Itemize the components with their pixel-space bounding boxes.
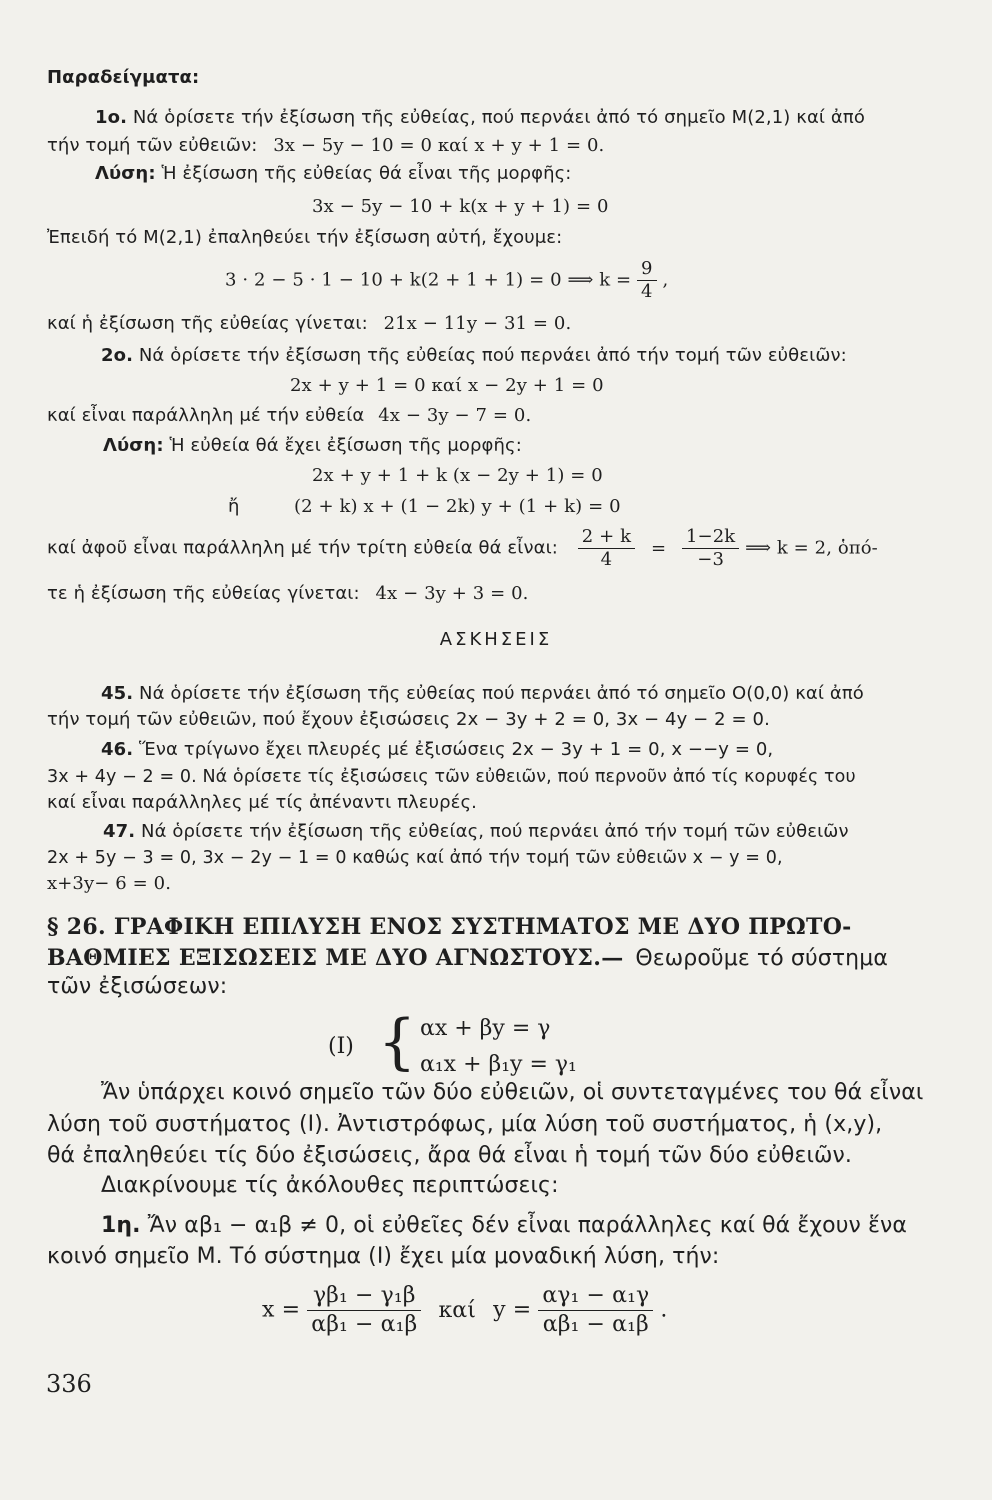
y-equals: y = bbox=[493, 1297, 532, 1323]
example-1-final-text: καί ἡ ἐξίσωση τῆς εὐθείας γίνεται: bbox=[47, 313, 368, 334]
equation-2 bbox=[225, 258, 725, 308]
example-2-or: ἤ bbox=[228, 496, 240, 517]
example-2-solution bbox=[47, 434, 907, 458]
example-1-line-2 bbox=[47, 134, 907, 158]
section-heading-line-2-tail: Θεωροῦμε τό σύστημα bbox=[635, 946, 888, 971]
end-dot: . bbox=[660, 1297, 668, 1323]
fraction-right-denominator: −3 bbox=[697, 549, 724, 570]
paragraph-1-line-1: Ἄν ὑπάρχει κοινό σημεῖο τῶν δύο εὐθειῶν, οἱ συντεταγμένες του θά εἶναι bbox=[101, 1080, 924, 1105]
exercise-47-line-3: x+3y− 6 = 0. bbox=[47, 873, 172, 894]
example-2-equation-1: 2x + y + 1 = 0 καί x − 2y + 1 = 0 bbox=[290, 375, 604, 396]
and-word: καί bbox=[438, 1297, 476, 1323]
section-heading-line-1: § 26. ΓΡΑΦΙΚΗ ΕΠΙΛΥΣΗ ΕΝΟΣ ΣΥΣΤΗΜΑΤΟΣ ΜΕ ΔΥΟ ΠΡΩΤΟ- bbox=[47, 914, 852, 940]
example-2-line-2-math: 4x − 3y − 7 = 0. bbox=[378, 405, 532, 426]
fraction-left bbox=[578, 526, 635, 571]
x-fraction bbox=[307, 1282, 421, 1339]
example-2-text: Νά ὁρίσετε τήν ἐξίσωση τῆς εὐθείας πού περνάει ἀπό τήν τομή τῶν εὐθειῶν: bbox=[138, 345, 847, 366]
section-heading-line-2 bbox=[47, 943, 917, 974]
exercise-45-line-1 bbox=[47, 682, 907, 706]
example-2-line-2-text: καί εἶναι παράλληλη μέ τήν εὐθεία bbox=[47, 405, 365, 426]
exercise-47-line-1 bbox=[47, 820, 907, 844]
section-heading-line-2-bold: ΒΑΘΜΙΕΣ ΕΞΙΣΩΣΕΙΣ ΜΕ ΔΥΟ ΑΓΝΩΣΤΟΥΣ.— bbox=[47, 945, 624, 971]
example-1-line-1 bbox=[47, 106, 907, 130]
paragraph-1-line-4: Διακρίνουμε τίς ἀκόλουθες περιπτώσεις: bbox=[101, 1173, 559, 1198]
exercise-46-number: 46. bbox=[101, 739, 134, 760]
equation-1: 3x − 5y − 10 + k(x + y + 1) = 0 bbox=[312, 196, 609, 217]
fraction-right bbox=[682, 526, 739, 571]
paragraph-1-line-2: λύση τοῦ συστήματος (Ι). Ἀντιστρόφως, μία λύση τοῦ συστήματος, ἡ (x,y), bbox=[47, 1112, 883, 1137]
example-2-parallel-text: καί ἀφοῦ εἶναι παράλληλη μέ τήν τρίτη εὐθεία θά εἶναι: bbox=[47, 537, 558, 559]
exercises-title: ΑΣΚΗΣΕΙΣ bbox=[439, 629, 553, 650]
x-equals: x = bbox=[262, 1297, 301, 1323]
exercise-47-number: 47. bbox=[103, 821, 136, 842]
example-2-equation-2: 2x + y + 1 + k (x − 2y + 1) = 0 bbox=[312, 465, 603, 486]
case-1-line-1 bbox=[47, 1211, 907, 1241]
x-numerator: γβ₁ − γ₁β bbox=[307, 1282, 421, 1311]
solution-label: Λύση: bbox=[95, 163, 156, 184]
exercise-47-text: Νά ὁρίσετε τήν ἐξίσωση τῆς εὐθείας, πού περνάει ἀπό τήν τομή τῶν εὐθειῶν bbox=[141, 821, 849, 842]
case-1-label: 1η. bbox=[101, 1213, 141, 1238]
case-1-text: Ἄν αβ₁ − α₁β ≠ 0, οἱ εὐθεῖες δέν εἶναι παράλληλες καί θά ἔχουν ἕνα bbox=[147, 1213, 908, 1238]
example-2-label: 2ο. bbox=[101, 345, 134, 366]
fraction-k-numerator: 9 bbox=[637, 258, 657, 281]
solution-formulas bbox=[262, 1282, 722, 1346]
example-2-final-text: τε ἡ ἐξίσωση τῆς εὐθείας γίνεται: bbox=[47, 583, 360, 604]
equation-2-left: 3 · 2 − 5 · 1 − 10 + k(2 + 1 + 1) = 0 ⟹ k = bbox=[225, 269, 632, 291]
exercise-46-line-1 bbox=[47, 738, 907, 762]
case-1-line-2: κοινό σημεῖο Μ. Τό σύστημα (Ι) ἔχει μία μοναδική λύση, τήν: bbox=[47, 1244, 720, 1269]
system-label: (Ι) bbox=[328, 1034, 354, 1059]
fraction-k-denominator: 4 bbox=[641, 281, 653, 302]
solution-text: Ἡ ἐξίσωση τῆς εὐθείας θά εἶναι τῆς μορφῆς: bbox=[161, 163, 572, 184]
exercise-45-number: 45. bbox=[101, 683, 134, 704]
example-1-line-2-math: 3x − 5y − 10 = 0 καί x + y + 1 = 0. bbox=[273, 135, 605, 156]
section-line-3: τῶν ἐξισώσεων: bbox=[47, 974, 228, 999]
examples-title: Παραδείγματα: bbox=[47, 67, 200, 88]
example-2-parallel-line: καί ἀφοῦ εἶναι παράλληλη μέ τήν τρίτη εὐθεία θά εἶναι: $\frac{2 + k}{4}$ = $\frac{1-2k}{-3}$ ⟹ k = 2, ὁπό- bbox=[47, 526, 878, 570]
exercise-46-text: Ἕνα τρίγωνο ἔχει πλευρές μέ ἐξισώσεις 2x − 3y + 1 = 0, x −−y = 0, bbox=[139, 739, 774, 760]
exercise-45-line-2: τήν τομή τῶν εὐθειῶν, πού ἔχουν ἐξισώσεις 2x − 3y + 2 = 0, 3x − 4y − 2 = 0. bbox=[47, 709, 770, 730]
example-1-label: 1ο. bbox=[95, 107, 128, 128]
example-2-final-math: 4x − 3y + 3 = 0. bbox=[375, 583, 529, 604]
example-2-line-2 bbox=[47, 404, 907, 428]
example-1-line-2-text: τήν τομή τῶν εὐθειῶν: bbox=[47, 135, 258, 156]
paragraph-1-line-3: θά ἐπαληθεύει τίς δύο ἐξισώσεις, ἄρα θά εἶναι ἡ τομή τῶν δύο εὐθειῶν. bbox=[47, 1143, 853, 1168]
example-1-final-math: 21x − 11y − 31 = 0. bbox=[383, 313, 572, 334]
example-2-final bbox=[47, 582, 907, 606]
example-1-since: Ἐπειδή τό Μ(2,1) ἐπαληθεύει τήν ἐξίσωση αὐτή, ἔχουμε: bbox=[47, 227, 563, 248]
fraction-k bbox=[637, 258, 657, 303]
y-numerator: αγ₁ − α₁γ bbox=[538, 1282, 653, 1311]
y-fraction bbox=[538, 1282, 653, 1339]
exercise-46-line-2: 3x + 4y − 2 = 0. Νά ὁρίσετε τίς ἐξισώσεις τῶν εὐθειῶν, πού περνοῦν ἀπό τίς κορυφές του bbox=[47, 767, 856, 787]
exercise-45-text: Νά ὁρίσετε τήν ἐξίσωση τῆς εὐθείας πού περνάει ἀπό τό σημεῖο Ο(0,0) καί ἀπό bbox=[139, 683, 864, 704]
example-2-result: ⟹ k = 2, ὁπό- bbox=[745, 537, 878, 559]
system-equation-1: αx + βy = γ bbox=[420, 1016, 551, 1041]
solution-text: Ἡ εὐθεία θά ἔχει ἐξίσωση τῆς μορφῆς: bbox=[169, 435, 522, 456]
x-denominator: αβ₁ − α₁β bbox=[311, 1312, 418, 1337]
example-1-final bbox=[47, 312, 907, 336]
fraction-right-numerator: 1−2k bbox=[682, 526, 739, 549]
y-denominator: αβ₁ − α₁β bbox=[542, 1312, 649, 1337]
equation-2-tail: , bbox=[662, 269, 669, 291]
exercise-46-line-3: καί εἶναι παράλληλες μέ τίς ἀπέναντι πλευρές. bbox=[47, 792, 477, 813]
example-2-line-1 bbox=[47, 344, 907, 368]
system-equation-2: α₁x + β₁y = γ₁ bbox=[420, 1052, 577, 1077]
exercise-47-line-2: 2x + 5y − 3 = 0, 3x − 2y − 1 = 0 καθώς καί ἀπό τήν τομή τῶν εὐθειῶν x − y = 0, bbox=[47, 848, 783, 868]
example-1-text: Νά ὁρίσετε τήν ἐξίσωση τῆς εὐθείας, πού περνάει ἀπό τό σημεῖο Μ(2,1) καί ἀπό bbox=[132, 107, 865, 128]
system-brace: { bbox=[378, 1007, 417, 1077]
example-2-equation-3: (2 + k) x + (1 − 2k) y + (1 + k) = 0 bbox=[294, 496, 621, 517]
fraction-left-denominator: 4 bbox=[600, 549, 613, 570]
example-1-solution bbox=[47, 162, 907, 186]
page-number: 336 bbox=[46, 1370, 92, 1398]
solution-label: Λύση: bbox=[103, 435, 164, 456]
fraction-left-numerator: 2 + k bbox=[578, 526, 635, 549]
